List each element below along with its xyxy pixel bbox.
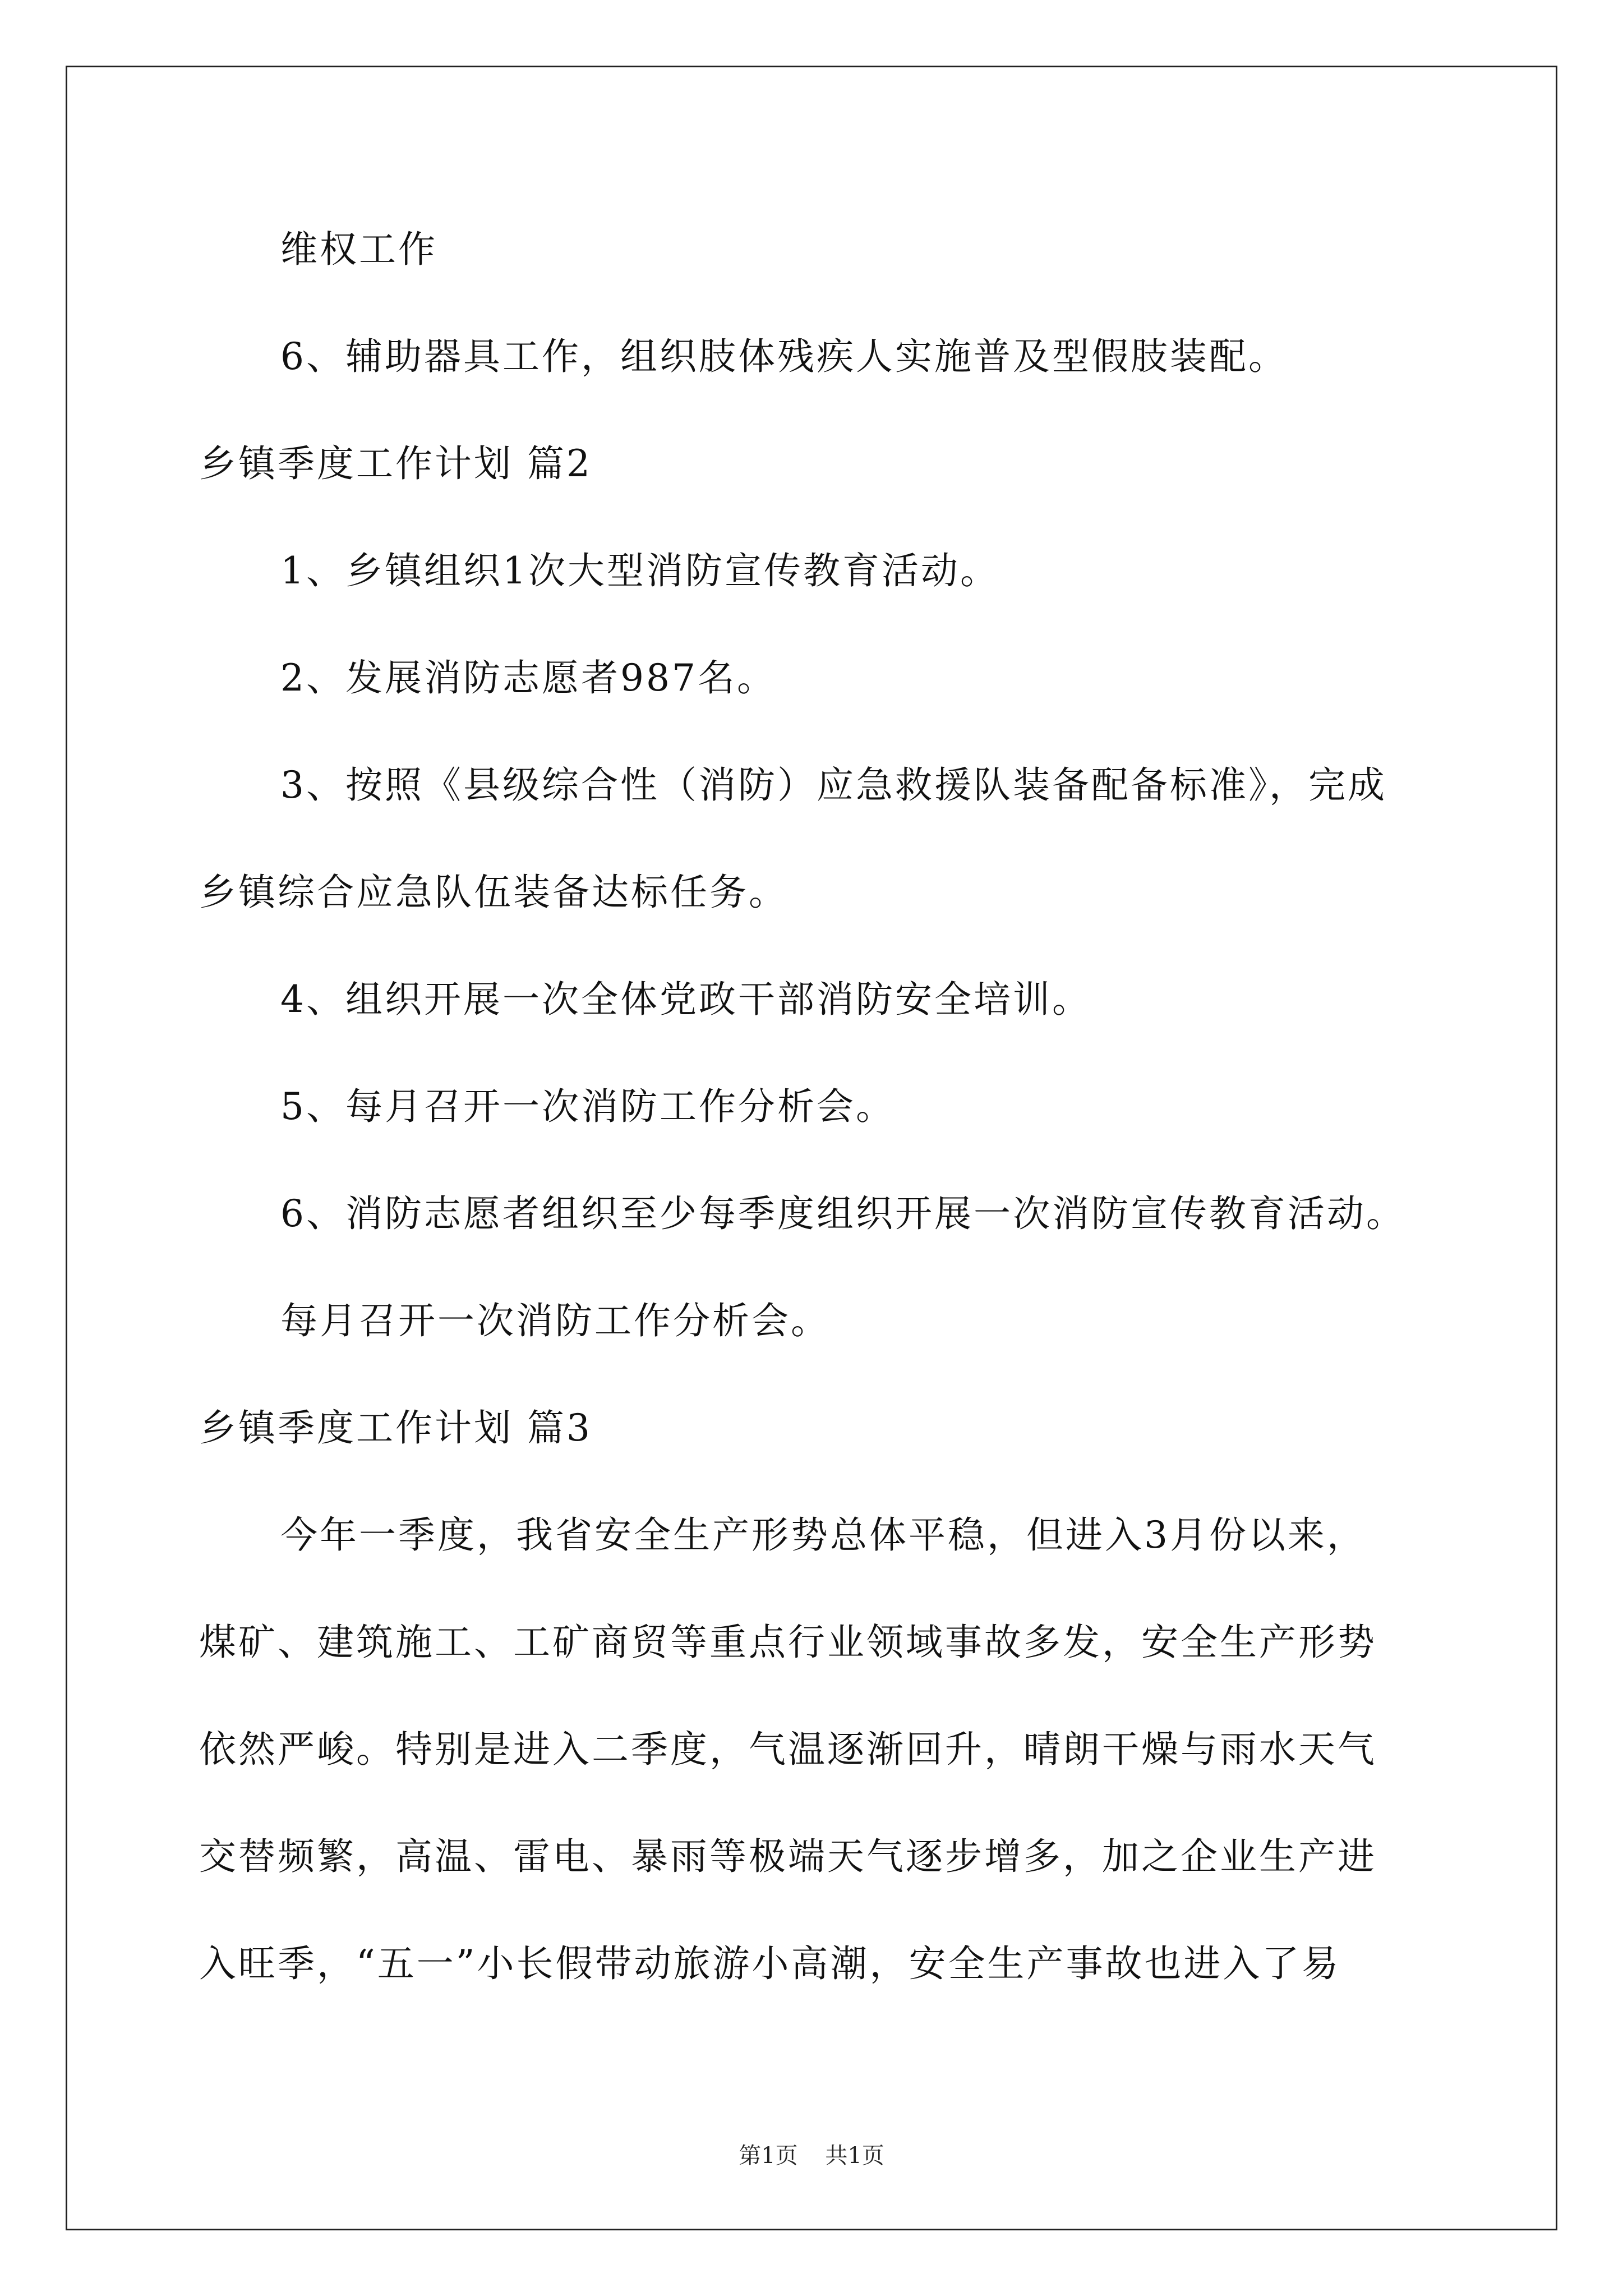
text-line: 依然严峻。特别是进入二季度，气温逐渐回升，晴朗干燥与雨水天气 bbox=[199, 1728, 1377, 1771]
text-line: 1、乡镇组织1次大型消防宣传教育活动。 bbox=[280, 549, 999, 592]
text-line: 4、组织开展一次全体党政干部消防安全培训。 bbox=[280, 978, 1091, 1021]
text-line: 交替频繁，高温、雷电、暴雨等极端天气逐步增多，加之企业生产进 bbox=[199, 1835, 1377, 1878]
text-line: 入旺季，“五一”小长假带动旅游小高潮，安全生产事故也进入了易 bbox=[199, 1942, 1341, 1985]
text-line: 今年一季度，我省安全生产形势总体平稳，但进入3月份以来， bbox=[280, 1513, 1366, 1557]
section-heading: 乡镇季度工作计划 篇2 bbox=[199, 442, 592, 485]
text-line: 每月召开一次消防工作分析会。 bbox=[280, 1299, 830, 1342]
text-line: 6、消防志愿者组织至少每季度组织开展一次消防宣传教育活动。 bbox=[280, 1192, 1405, 1235]
text-line: 5、每月召开一次消防工作分析会。 bbox=[280, 1085, 895, 1128]
text-line: 维权工作 bbox=[280, 228, 437, 271]
text-line: 6、辅助器具工作，组织肢体残疾人实施普及型假肢装配。 bbox=[280, 335, 1288, 378]
text-line: 煤矿、建筑施工、工矿商贸等重点行业领域事故多发，安全生产形势 bbox=[199, 1621, 1377, 1664]
text-line: 2、发展消防志愿者987名。 bbox=[280, 656, 776, 700]
page-total: 共1页 bbox=[825, 2143, 884, 2169]
page-number: 第1页 bbox=[739, 2143, 798, 2169]
text-line: 乡镇综合应急队伍装备达标任务。 bbox=[199, 871, 788, 914]
page-footer bbox=[0, 2142, 1623, 2170]
section-heading: 乡镇季度工作计划 篇3 bbox=[199, 1406, 592, 1450]
text-line: 3、按照《县级综合性（消防）应急救援队装备配备标准》，完成 bbox=[280, 763, 1387, 807]
